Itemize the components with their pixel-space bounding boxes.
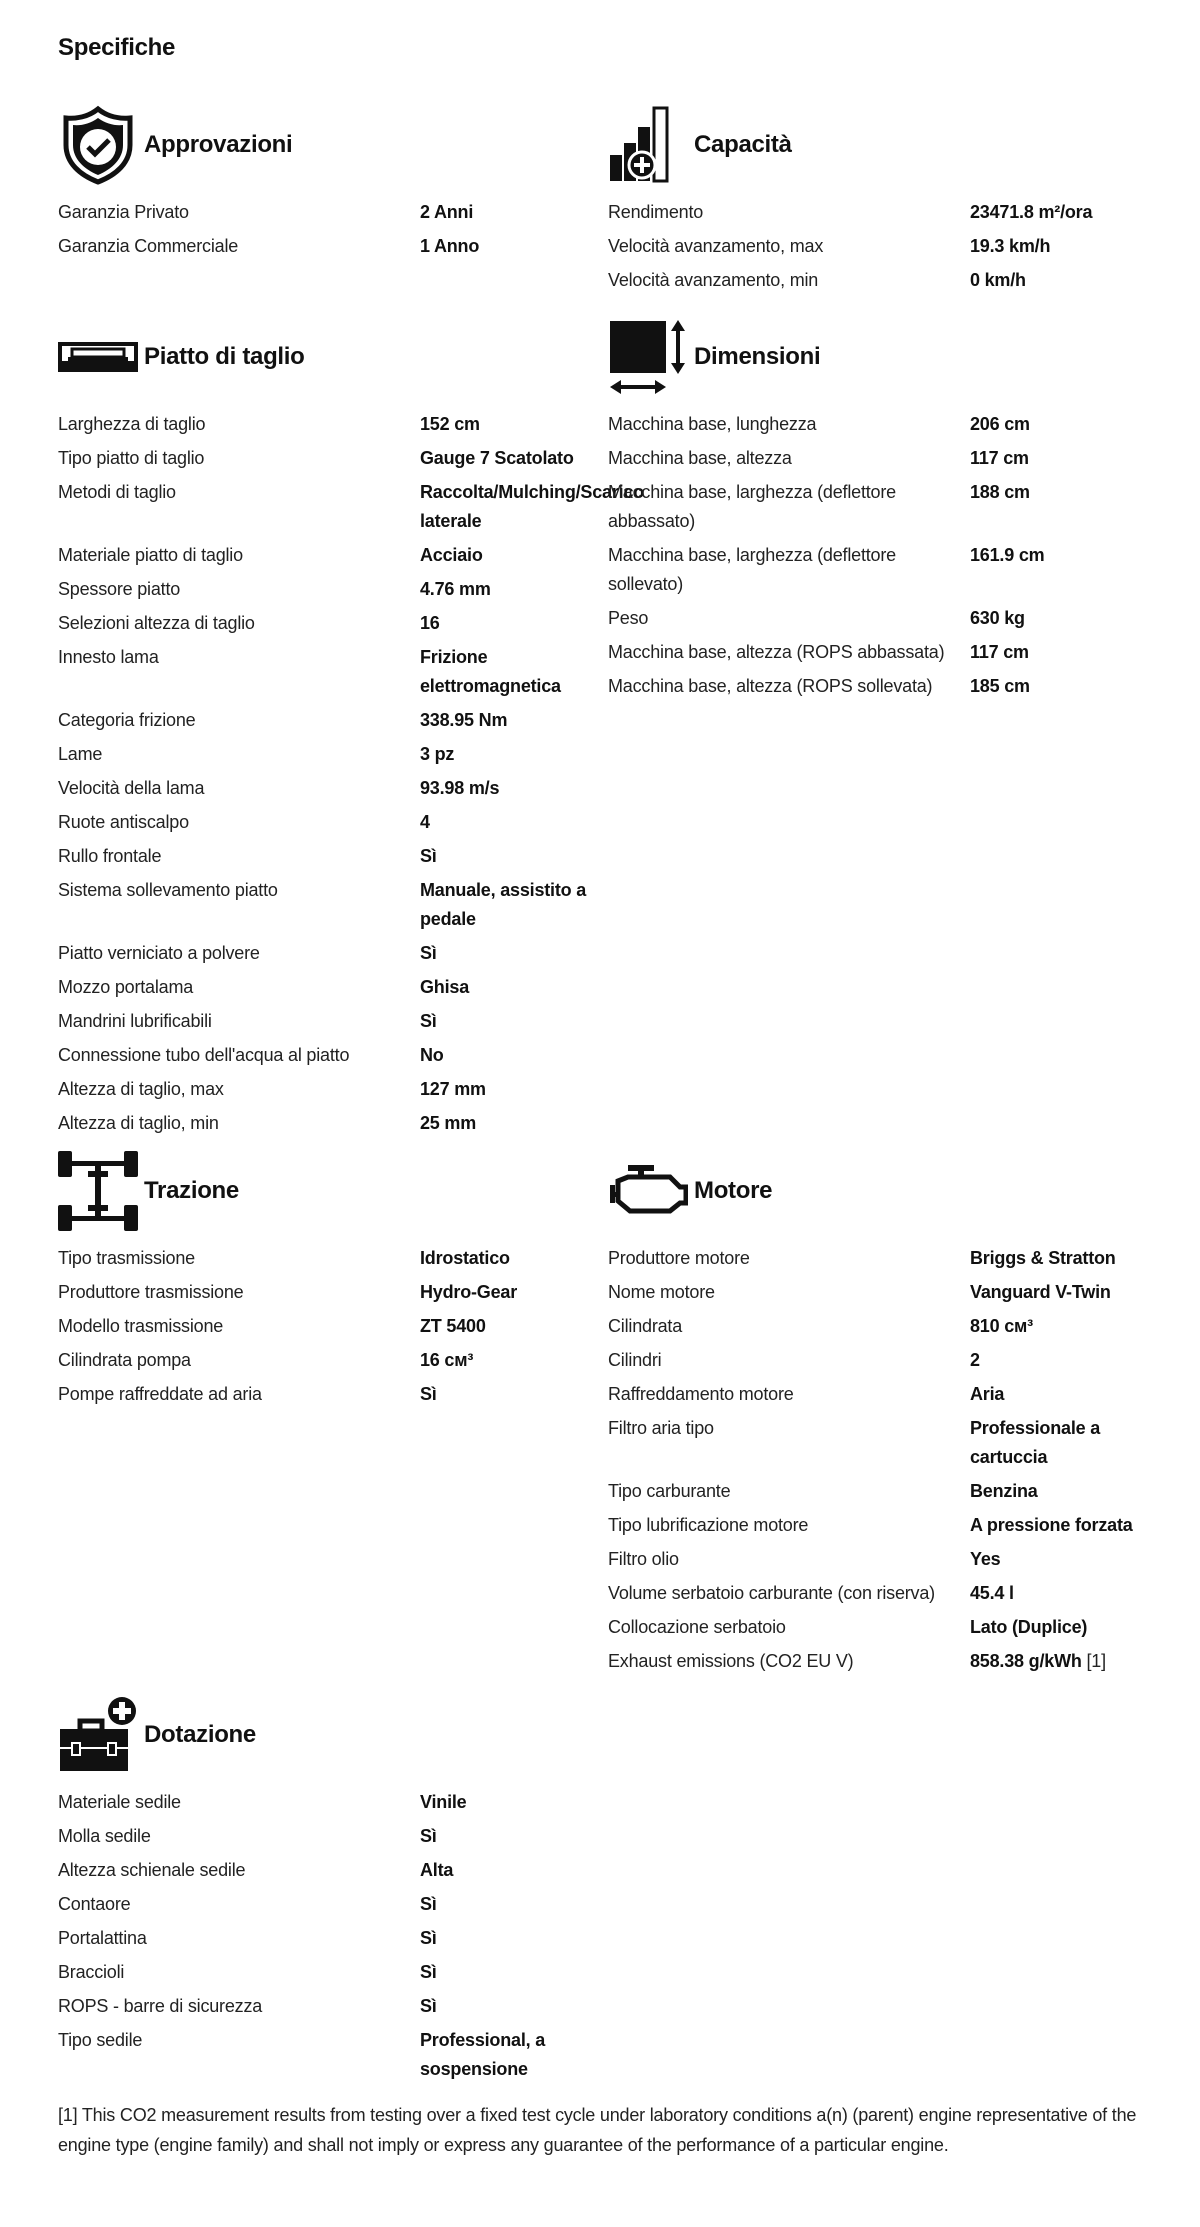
spec-value [420, 444, 590, 473]
spec-list [58, 1244, 598, 1409]
spec-value-text: 127 mm [420, 1079, 486, 1099]
spec-value [970, 444, 1140, 473]
spec-list [608, 198, 1148, 295]
spec-value [970, 232, 1140, 261]
spec-row [608, 672, 1148, 701]
spec-value-text: Sì [420, 1826, 437, 1846]
spec-value-text: Sì [420, 846, 437, 866]
spec-row [58, 575, 598, 604]
spec-list [608, 1244, 1148, 1676]
spec-value-text: 206 cm [970, 414, 1030, 434]
spec-value [970, 604, 1140, 633]
cutting-deck-icon [58, 317, 138, 397]
spec-value [420, 973, 590, 1002]
spec-label: Molla sedile [58, 1826, 151, 1846]
spec-row [608, 1545, 1148, 1574]
spec-label: Categoria frizione [58, 710, 196, 730]
spec-label: Volume serbatoio carburante (con riserva) [608, 1583, 935, 1603]
spec-label: Contaore [58, 1894, 131, 1914]
spec-label: Altezza schienale sedile [58, 1860, 246, 1880]
spec-value [970, 1613, 1140, 1642]
spec-row [608, 410, 1148, 439]
spec-value [970, 1545, 1140, 1574]
spec-value-text: 858.38 g/kWh [970, 1651, 1082, 1671]
spec-label: Cilindrata pompa [58, 1350, 191, 1370]
spec-label: Pompe raffreddate ad aria [58, 1384, 262, 1404]
spec-row [58, 444, 598, 473]
spec-label: Modello trasmissione [58, 1316, 224, 1336]
spec-label: Raffreddamento motore [608, 1384, 794, 1404]
engine-icon [608, 1151, 688, 1231]
spec-label: Altezza di taglio, min [58, 1113, 219, 1133]
spec-value-text: Vanguard V-Twin [970, 1282, 1111, 1302]
spec-value [420, 478, 645, 536]
spec-value-text: 4.76 mm [420, 579, 491, 599]
emissions-footnote: [1] This CO2 measurement results from testing over a fixed test cycle under laboratory conditions a(n) (parent) engine representative of the engine type (engine family) and shall not imply or express any guarantee of the performance of a particular engine. [58, 2105, 1137, 2155]
spec-value [420, 939, 590, 968]
spec-label: Piatto verniciato a polvere [58, 943, 260, 963]
spec-label: Cilindri [608, 1350, 662, 1370]
spec-value-text: Frizione elettromagnetica [420, 647, 561, 696]
spec-value [970, 672, 1140, 701]
spec-row [608, 604, 1148, 633]
spec-row [608, 198, 1148, 227]
spec-row [608, 1346, 1148, 1375]
spec-value [970, 1380, 1140, 1409]
spec-value [420, 876, 590, 934]
spec-value [420, 706, 590, 735]
section-title: Motore [694, 1177, 773, 1204]
spec-row [58, 706, 598, 735]
spec-row [58, 740, 598, 769]
spec-value-text: 2 Anni [420, 202, 474, 222]
spec-label: Rullo frontale [58, 846, 162, 866]
spec-label: Exhaust emissions (CO2 EU V) [608, 1651, 854, 1671]
spec-list [58, 1788, 598, 2084]
spec-value [420, 1992, 590, 2021]
spec-list [58, 198, 598, 261]
spec-value [420, 609, 590, 638]
spec-value-text: 23471.8 m²/ora [970, 202, 1093, 222]
spec-label: Tipo carburante [608, 1481, 731, 1501]
shield-check-icon [58, 105, 138, 185]
spec-label: ROPS - barre di sicurezza [58, 1996, 263, 2016]
spec-label: Innesto lama [58, 647, 159, 667]
section-title: Dimensioni [694, 343, 821, 370]
spec-row [58, 478, 645, 536]
spec-value-text: 2 [970, 1350, 980, 1370]
spec-label: Larghezza di taglio [58, 414, 206, 434]
spec-value [970, 410, 1140, 439]
drivetrain-icon [58, 1151, 138, 1231]
spec-value-text: Vinile [420, 1792, 467, 1812]
spec-row [608, 1613, 1148, 1642]
spec-value-text: 16 см³ [420, 1350, 474, 1370]
dimensions-icon [608, 317, 688, 397]
spec-value [970, 1647, 1140, 1676]
spec-value-text: 93.98 m/s [420, 778, 500, 798]
spec-value-text: Aria [970, 1384, 1005, 1404]
spec-label: Connessione tubo dell'acqua al piatto [58, 1045, 350, 1065]
spec-row [58, 541, 598, 570]
spec-label: Materiale sedile [58, 1792, 181, 1812]
spec-label: Filtro aria tipo [608, 1418, 714, 1438]
spec-label: Macchina base, lunghezza [608, 414, 817, 434]
spec-label: Macchina base, larghezza (deflettore abbassato) [608, 482, 896, 531]
footnote-ref-link[interactable]: [1] [1086, 1651, 1106, 1671]
spec-value-text: Idrostatico [420, 1248, 510, 1268]
spec-value-text: 19.3 km/h [970, 236, 1051, 256]
spec-value-text: Sì [420, 1928, 437, 1948]
spec-label: Velocità avanzamento, max [608, 236, 824, 256]
spec-value [420, 1312, 590, 1341]
spec-row [608, 1477, 1148, 1506]
spec-row [608, 1312, 1148, 1341]
spec-value [970, 478, 1140, 536]
spec-value [420, 808, 590, 837]
spec-value-text: Yes [970, 1549, 1001, 1569]
toolbox-plus-icon [58, 1695, 138, 1775]
spec-value-text: Professionale a cartuccia [970, 1418, 1101, 1467]
spec-row [608, 1511, 1148, 1540]
spec-row [608, 541, 1148, 599]
spec-list [608, 410, 1148, 701]
spec-value-text: 161.9 cm [970, 545, 1045, 565]
spec-label: Tipo piatto di taglio [58, 448, 205, 468]
spec-value [970, 1278, 1140, 1307]
spec-value-text: 1 Anno [420, 236, 480, 256]
spec-label: Mozzo portalama [58, 977, 194, 997]
spec-value [420, 643, 590, 701]
spec-row [58, 1992, 598, 2021]
spec-value [420, 2026, 590, 2084]
section-dotazione [58, 1690, 598, 2089]
spec-row [608, 1380, 1148, 1409]
spec-value [970, 266, 1140, 295]
spec-value [420, 740, 590, 769]
spec-value-text: Sì [420, 1996, 437, 2016]
spec-row [608, 266, 1148, 295]
spec-label: Metodi di taglio [58, 482, 176, 502]
spec-value [420, 198, 590, 227]
spec-value [970, 1579, 1140, 1608]
spec-value-text: Gauge 7 Scatolato [420, 448, 574, 468]
spec-label: Tipo lubrificazione motore [608, 1515, 809, 1535]
spec-value-text: Ghisa [420, 977, 470, 997]
spec-value-text: 45.4 l [970, 1583, 1014, 1603]
page-title: Specifiche [58, 34, 176, 61]
spec-row [58, 1278, 598, 1307]
spec-value-text: No [420, 1045, 444, 1065]
spec-row [58, 842, 598, 871]
spec-value [420, 1244, 590, 1273]
section-title: Capacità [694, 131, 792, 158]
spec-row [608, 1647, 1148, 1676]
spec-value-text: Alta [420, 1860, 454, 1880]
spec-row [58, 1007, 598, 1036]
spec-label: Macchina base, altezza (ROPS abbassata) [608, 642, 945, 662]
spec-value-text: 25 mm [420, 1113, 477, 1133]
section-title: Trazione [144, 1177, 239, 1204]
spec-label: Macchina base, altezza [608, 448, 792, 468]
spec-value-text: Professional, a sospensione [420, 2030, 546, 2079]
spec-value [420, 1924, 590, 1953]
spec-label: Nome motore [608, 1282, 715, 1302]
spec-value [420, 541, 590, 570]
spec-value-text: 152 cm [420, 414, 480, 434]
spec-label: Garanzia Commerciale [58, 236, 239, 256]
spec-value-text: Briggs & Stratton [970, 1248, 1116, 1268]
section-title: Dotazione [144, 1721, 256, 1748]
spec-value-text: Sì [420, 1384, 437, 1404]
spec-row [608, 444, 1148, 473]
spec-label: Produttore trasmissione [58, 1282, 244, 1302]
spec-label: Velocità avanzamento, min [608, 270, 819, 290]
spec-value [970, 1312, 1140, 1341]
spec-value [970, 198, 1140, 227]
capacity-bars-icon [608, 105, 688, 185]
spec-label: Sistema sollevamento piatto [58, 880, 278, 900]
spec-label: Lame [58, 744, 103, 764]
spec-row [58, 1958, 598, 1987]
spec-value-text: 3 pz [420, 744, 455, 764]
spec-value [420, 575, 590, 604]
spec-value-text: ZT 5400 [420, 1316, 486, 1336]
spec-row [58, 1380, 598, 1409]
spec-row [58, 876, 598, 934]
spec-value-text: 117 cm [970, 642, 1029, 662]
spec-value [970, 638, 1140, 667]
spec-label: Garanzia Privato [58, 202, 189, 222]
spec-value [970, 1244, 1140, 1273]
spec-row [58, 1041, 598, 1070]
spec-value-text: 0 km/h [970, 270, 1026, 290]
spec-value [970, 1511, 1140, 1540]
spec-label: Braccioli [58, 1962, 125, 1982]
spec-value [420, 1278, 590, 1307]
spec-value [420, 1890, 590, 1919]
spec-value-text: 188 cm [970, 482, 1030, 502]
section-title: Piatto di taglio [144, 343, 305, 370]
spec-value [420, 1109, 590, 1138]
spec-value-text: Sì [420, 943, 437, 963]
spec-value [420, 232, 590, 261]
spec-row [608, 478, 1148, 536]
spec-row [58, 939, 598, 968]
spec-row [608, 1278, 1148, 1307]
spec-label: Filtro olio [608, 1549, 679, 1569]
spec-label: Selezioni altezza di taglio [58, 613, 255, 633]
spec-value-text: Acciaio [420, 545, 483, 565]
spec-label: Tipo sedile [58, 2030, 143, 2050]
spec-value [420, 1788, 590, 1817]
spec-label: Mandrini lubrificabili [58, 1011, 212, 1031]
spec-row [58, 643, 598, 701]
spec-row [58, 198, 598, 227]
spec-label: Tipo trasmissione [58, 1248, 195, 1268]
spec-row [608, 1244, 1148, 1273]
spec-value [420, 1856, 590, 1885]
spec-row [58, 1346, 598, 1375]
spec-value [420, 1007, 590, 1036]
section-capacita [608, 100, 1148, 300]
spec-value [420, 774, 590, 803]
spec-row [608, 1414, 1148, 1472]
spec-row [58, 1890, 598, 1919]
spec-label: Produttore motore [608, 1248, 750, 1268]
spec-label: Velocità della lama [58, 778, 205, 798]
spec-value-text: Raccolta/Mulching/Scarico laterale [420, 482, 645, 531]
spec-value-text: Sì [420, 1894, 437, 1914]
spec-label: Peso [608, 608, 649, 628]
spec-label: Rendimento [608, 202, 704, 222]
spec-label: Macchina base, altezza (ROPS sollevata) [608, 676, 933, 696]
spec-value-text: A pressione forzata [970, 1515, 1133, 1535]
spec-value-text: 810 см³ [970, 1316, 1033, 1336]
spec-value [970, 1346, 1140, 1375]
spec-row [608, 1579, 1148, 1608]
spec-row [58, 808, 598, 837]
spec-label: Macchina base, larghezza (deflettore sollevato) [608, 545, 896, 594]
spec-row [58, 1312, 598, 1341]
spec-row [58, 774, 598, 803]
spec-label: Altezza di taglio, max [58, 1079, 224, 1099]
spec-row [58, 232, 598, 261]
section-dimensioni [608, 312, 1148, 706]
spec-value-text: 4 [420, 812, 430, 832]
section-motore [608, 1146, 1148, 1681]
spec-row [58, 1244, 598, 1273]
spec-value [420, 1822, 590, 1851]
spec-value-text: Hydro-Gear [420, 1282, 518, 1302]
spec-value-text: 185 cm [970, 676, 1030, 696]
spec-value [420, 1346, 590, 1375]
spec-label: Ruote antiscalpo [58, 812, 189, 832]
spec-row [58, 410, 598, 439]
spec-row [58, 1924, 598, 1953]
spec-value [970, 1414, 1140, 1472]
spec-row [58, 1822, 598, 1851]
section-trazione [58, 1146, 598, 1414]
spec-label: Collocazione serbatoio [608, 1617, 786, 1637]
spec-row [58, 973, 598, 1002]
spec-value-text: 630 kg [970, 608, 1025, 628]
spec-value [420, 842, 590, 871]
spec-value-text: Manuale, assistito a pedale [420, 880, 587, 929]
spec-row [58, 1109, 598, 1138]
spec-value [970, 541, 1140, 599]
spec-value-text: Sì [420, 1962, 437, 1982]
spec-value [420, 1075, 590, 1104]
spec-label: Materiale piatto di taglio [58, 545, 243, 565]
spec-row [58, 1856, 598, 1885]
spec-value-text: Sì [420, 1011, 437, 1031]
spec-row [58, 2026, 598, 2084]
spec-label: Cilindrata [608, 1316, 683, 1336]
spec-row [58, 1075, 598, 1104]
spec-value [420, 1041, 590, 1070]
spec-row [608, 232, 1148, 261]
section-approvazioni [58, 100, 598, 266]
spec-row [58, 609, 598, 638]
spec-value [420, 410, 590, 439]
spec-value-text: Benzina [970, 1481, 1038, 1501]
spec-row [58, 1788, 598, 1817]
spec-value [420, 1958, 590, 1987]
spec-value [970, 1477, 1140, 1506]
spec-label: Spessore piatto [58, 579, 181, 599]
spec-value-text: Lato (Duplice) [970, 1617, 1088, 1637]
spec-value-text: 338.95 Nm [420, 710, 508, 730]
spec-label: Portalattina [58, 1928, 147, 1948]
spec-value [420, 1380, 590, 1409]
section-title: Approvazioni [144, 131, 293, 158]
spec-value-text: 16 [420, 613, 440, 633]
spec-row [608, 638, 1148, 667]
spec-value-text: 117 cm [970, 448, 1029, 468]
